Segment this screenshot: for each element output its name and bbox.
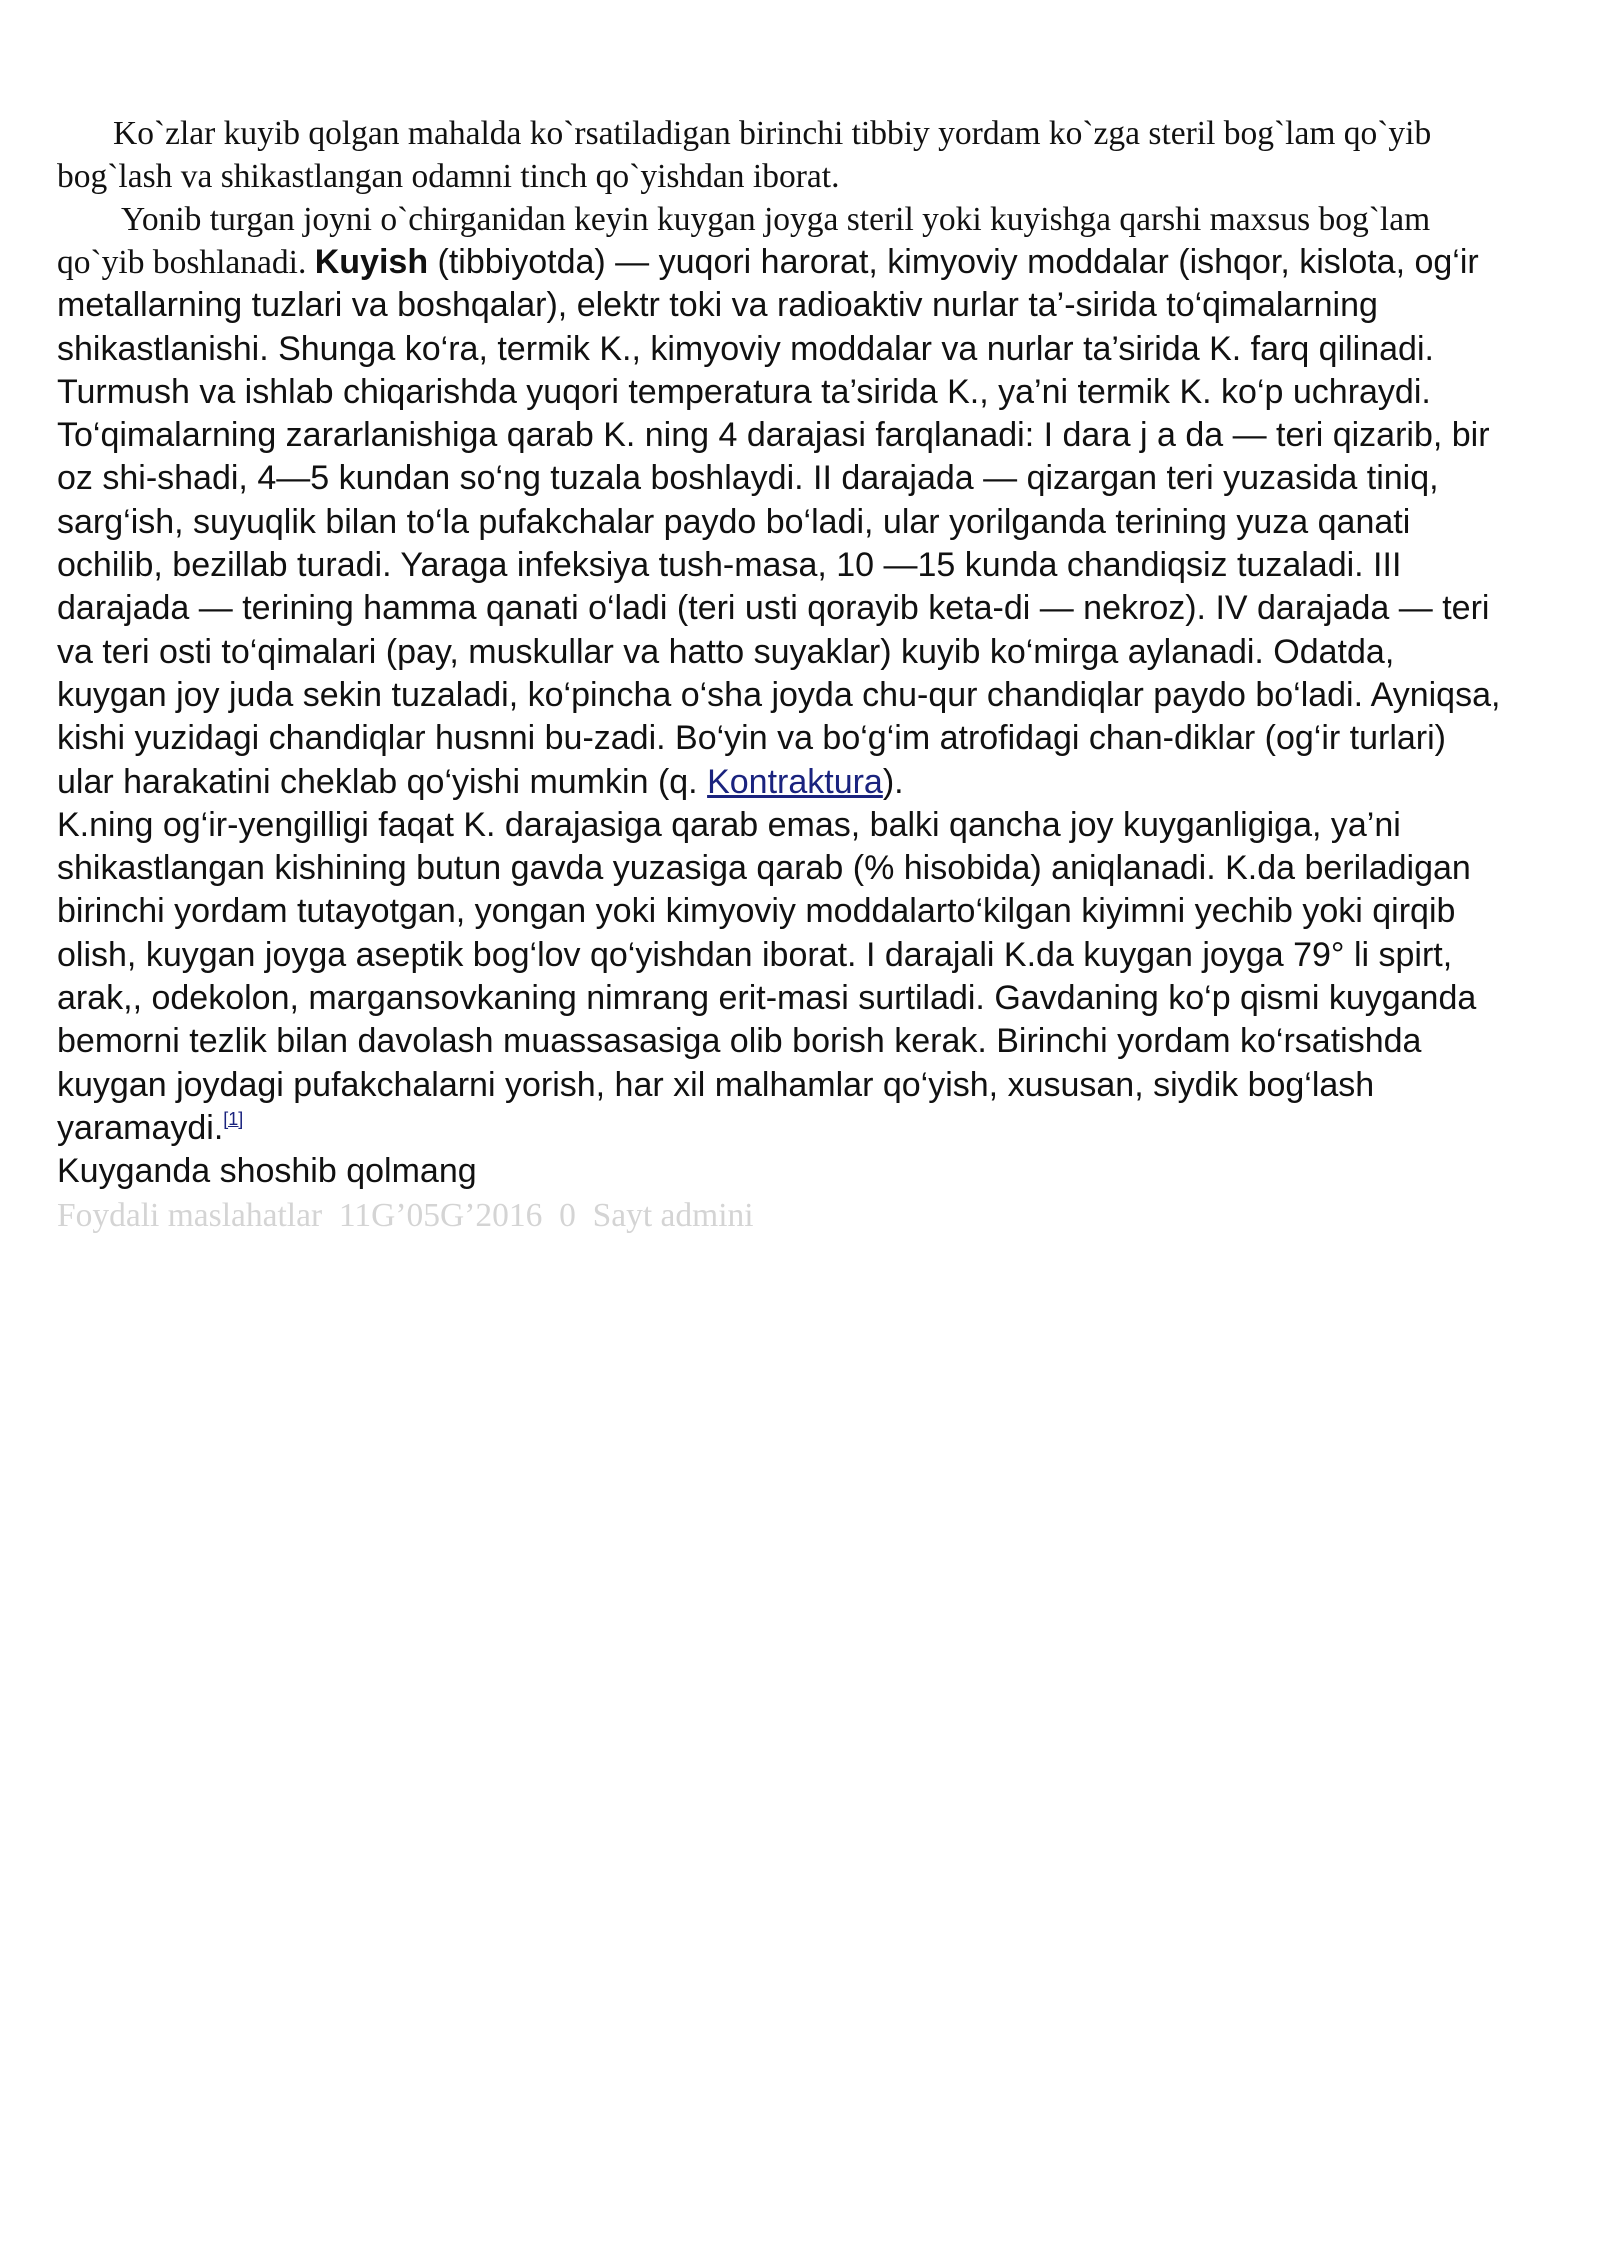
paragraph-burn-intro-text: Yonib turgan joyni o`chirganidan keyin kuygan joyga steril yoki kuyishga qarshi maxsus bog`lam qo`yib boshlanadi. xyxy=(57,201,1431,281)
article-body xyxy=(57,112,1507,1237)
post-author[interactable]: Sayt admini xyxy=(592,1196,754,1234)
paragraph-burn-degrees-text: To‘qimalarning zararlanishiga qarab K. ning 4 darajasi farqlanadi: I dara j a da — teri qizarib, bir oz shi-shadi, 4—5 kundan so‘ng tuzala boshlaydi. II darajada — qizargan teri yuzasida tiniq, sarg‘ish, suyuqlik bilan to‘la pufakchalar paydo bo‘ladi, ular yorilganda terining yuza qanati ochilib, bezillab turadi. Yaraga infeksiya tush-masa, 10 —15 kunda chandiqsiz tuzaladi. III darajada — terining hamma qanati o‘ladi (teri usti qorayib keta-di — nekroz). IV darajada — teri va teri osti to‘qimalari (pay, muskullar va hatto suyaklar) kuyib ko‘mirga aylanadi. Odatda, kuygan joy juda sekin tuzaladi, ko‘pincha o‘sha joyda chu-qur chandiqlar paydo bo‘ladi. Ayniqsa, kishi yuzidagi chandiqlar husnni bu-zadi. Bo‘yin va bo‘g‘im atrofidagi chan-diklar (og‘ir turlari) ular harakatini cheklab qo‘yishi mumkin (q. xyxy=(57,416,1501,801)
contracture-link[interactable]: Kontraktura xyxy=(707,762,883,801)
paragraph-first-aid xyxy=(57,804,1507,1150)
paragraph-burn-degrees-end: ). xyxy=(882,762,904,801)
article-heading: Kuyganda shoshib qolmang xyxy=(57,1152,477,1191)
paragraph-burn-definition xyxy=(57,198,1507,414)
paragraph-first-aid-text: K.ning og‘ir-yengilligi faqat K. darajasiga qarab emas, balki qancha joy kuyganligiga, ya’ni shikastlangan kishining butun gavda yuzasiga qarab (% hisobida) aniqlanadi. K.da beriladigan birinchi yordam tutayotgan, yongan yoki kimyoviy moddalarto‘kilgan kiyimni yechib yoki qirqib olish, kuygan joyga aseptik bog‘lov qo‘yishdan iborat. I darajali K.da kuygan joyga 79° li spirt, arak,, odekolon, margansovkaning nimrang erit-masi surtiladi. Gavdaning ko‘p qismi kuyganda bemorni tezlik bilan davolash muassasasiga olib borish kerak. Birinchi yordam ko‘rsatishda kuygan joydagi pufakchalarni yorish, har xil malhamlar qo‘yish, xususan, siydik bog‘lash yaramaydi. xyxy=(57,805,1477,1147)
footnote-ref xyxy=(223,1109,243,1129)
post-date: 11G’05G’2016 xyxy=(338,1196,543,1234)
paragraph-burn-degrees xyxy=(57,414,1507,804)
post-meta xyxy=(57,1194,1507,1237)
paragraph-eye-burns xyxy=(57,112,1507,198)
post-comment-count[interactable]: 0 xyxy=(559,1196,576,1234)
post-category[interactable]: Foydali maslahatlar xyxy=(57,1196,323,1234)
term-kuyish: Kuyish xyxy=(314,243,429,281)
paragraph-eye-burns-text: Ko`zlar kuyib qolgan mahalda ko`rsatiladigan birinchi tibbiy yordam ko`zga steril bog`lam qo`yib bog`lash va shikastlangan odamni tinch qo`yishdan iborat. xyxy=(57,115,1432,195)
footnote-link[interactable]: [1] xyxy=(223,1108,244,1129)
paragraph-burn-definition-text: (tibbiyotda) — yuqori harorat, kimyoviy moddalar (ishqor, kislota, og‘ir metallarning tuzlari va boshqalar), elektr toki va radioaktiv nurlar ta’-sirida to‘qimalarning shikastlanishi. Shunga ko‘ra, termik K., kimyoviy moddalar va nurlar ta’sirida K. farq qilinadi. Turmush va ishlab chiqarishda yuqori temperatura ta’sirida K., ya’ni termik K. ko‘p uchraydi. xyxy=(57,243,1479,411)
